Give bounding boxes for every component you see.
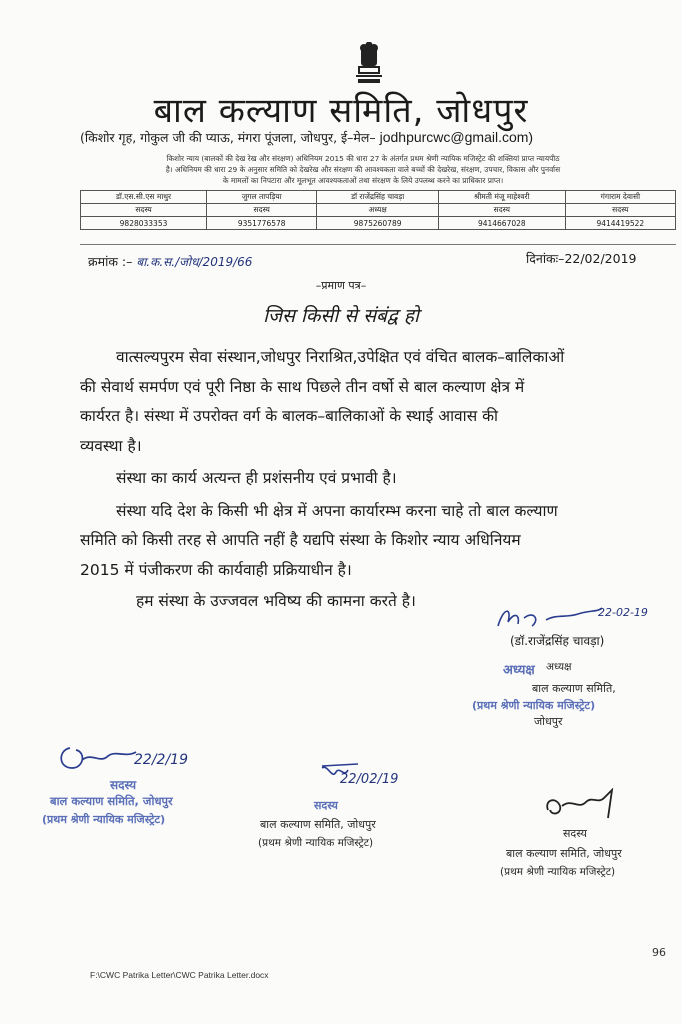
member-phone: 9828033353 [81,217,207,230]
para4: हम संस्था के उज्जवल भविष्य की कामना करते है। [136,592,416,610]
chair-stamp-city: जोधपुर [534,715,563,728]
reference-value: बा.क.स./जोध/2019/66 [136,255,253,269]
member2-signature-date: 22/02/19 [340,772,399,787]
member-role: अध्यक्ष [317,204,439,217]
member-phone: 9351776578 [207,217,317,230]
committee-address [80,129,640,146]
member-name: जुगल तापड़िया [207,191,317,204]
email-address: jodhpurcwc@gmail.com) [379,129,534,145]
member3-signature-scribble [542,788,622,824]
reference-label: क्रमांक :– [88,254,133,269]
chair-signature-scribble [494,600,604,634]
member1-stamp-committee: बाल कल्याण समिति, जोधपुर [50,794,173,808]
act-line-3: के मामलों का निपटारा और मूलभूत आवश्यकताओं तथा संरक्षण के लिये उपलब्ध करने का प्राधिकार प्राप्त। [222,176,504,185]
national-emblem-icon [352,42,386,86]
address-text: (किशोर गृह, गोकुल जी की प्याऊ, मंगरा पूंजला, जोधपुर, ई–मेल– [80,130,376,145]
member-role: सदस्य [565,204,675,217]
member-role: सदस्य [81,204,207,217]
member-name: गंगाराम देवासी [565,191,675,204]
chair-signature-date: 22-02-19 [598,606,648,619]
act-line-2: है। अधिनियम की धारा 29 के अनुसार समिति को देखरेख और संरक्षण की आवश्यकता वाले बच्चों की देखरेख, संरक्षण, उपचार, विकास और पुनर्वास [165,165,561,174]
para1-line1: वात्सल्यपुरम सेवा संस्थान,जोधपुर निराश्रित,उपेक्षित एवं वंचित बालक–बालिकाओं [116,348,565,366]
member3-stamp-committee: बाल कल्याण समिति, जोधपुर [506,847,622,860]
member3-stamp-magistrate: (प्रथम श्रेणी न्यायिक मजिस्ट्रेट) [500,866,616,878]
para1-line4: व्यवस्था है। [80,436,142,455]
member-phone: 9414667028 [438,217,565,230]
para3-line1: संस्था यदि देश के किसी भी क्षेत्र में अपना कार्यारम्भ करना चाहे तो बाल कल्याण [116,501,558,520]
page-number: 96 [652,946,666,959]
letter-date [526,250,636,267]
member-phone: 9875260789 [317,217,439,230]
member2-stamp-role: सदस्य [314,799,338,812]
members-name-row [81,191,676,204]
committee-title: बाल कल्याण समिति, जोधपुर [153,91,529,131]
member1-signature-date: 22/2/19 [134,752,188,768]
member3-stamp-role: सदस्य [563,827,587,840]
chair-name: (डॉ.राजेंद्रसिंह चावड़ा) [510,634,605,648]
member2-stamp-committee: बाल कल्याण समिति, जोधपुर [260,818,376,831]
member-name: डॉ.एस.सी.एस माथुर [81,191,207,204]
member-phone: 9414419522 [565,217,675,230]
act-line-1: किशोर न्याय (बालकों की देख रेख और संरक्षण) अधिनियम 2015 की धारा 27 के अंतर्गत प्रथम श्रेणी न्यायिक मजिस्ट्रेट की शक्तियां प्राप्त न्यायपीठ [166,154,560,163]
footer-file-path: F:\CWC Patrika Letter\CWC Patrika Letter.docx [90,970,269,980]
members-table [80,190,676,230]
members-phone-row [81,217,676,230]
para1-line2: की सेवार्थ समर्पण एवं पूरी निष्ठा के साथ पिछले तीन वर्षो से बाल कल्याण क्षेत्र में [80,377,525,396]
header-divider [80,244,676,245]
para3-line3: 2015 में पंजीकरण की कार्यवाही प्रक्रियाधीन है। [80,560,352,579]
chair-stamp-role: अध्यक्ष [503,663,535,678]
member1-signature-scribble [56,738,140,776]
member2-stamp-magistrate: (प्रथम श्रेणी न्यायिक मजिस्ट्रेट) [258,837,374,849]
member-role: सदस्य [438,204,565,217]
member1-stamp-magistrate: (प्रथम श्रेणी न्यायिक मजिस्ट्रेट) [42,813,166,826]
para1-line3: कार्यरत है। संस्था में उपरोक्त वर्ग के बालक–बालिकाओं के स्थाई आवास की [80,407,499,425]
chair-stamp-magistrate: (प्रथम श्रेणी न्यायिक मजिस्ट्रेट) [472,699,596,712]
certificate-heading: –प्रमाण पत्र– [315,279,367,292]
members-role-row [81,204,676,217]
reference-number [88,253,252,270]
member1-stamp-role: सदस्य [110,778,137,792]
chair-stamp-committee: बाल कल्याण समिति, [532,682,616,695]
member-name: डॉ राजेंद्रसिंह चावड़ा [317,191,439,204]
to-whom-heading: जिस किसी से संबंद्व हो [263,305,419,327]
chair-role: अध्यक्ष [546,661,572,673]
date-value: 22/02/2019 [564,251,637,266]
para3-line2: समिति को किसी तरह से आपति नहीं है यद्यपि संस्था के किशोर न्याय अधिनियम [80,531,521,549]
date-label: दिनांकः– [526,251,565,266]
para2: संस्था का कार्य अत्यन्त ही प्रशंसनीय एवं प्रभावी है। [116,469,397,487]
certificate-body [80,343,670,617]
member-name: श्रीमती मंजू माहेश्वरी [438,191,565,204]
member-role: सदस्य [207,204,317,217]
